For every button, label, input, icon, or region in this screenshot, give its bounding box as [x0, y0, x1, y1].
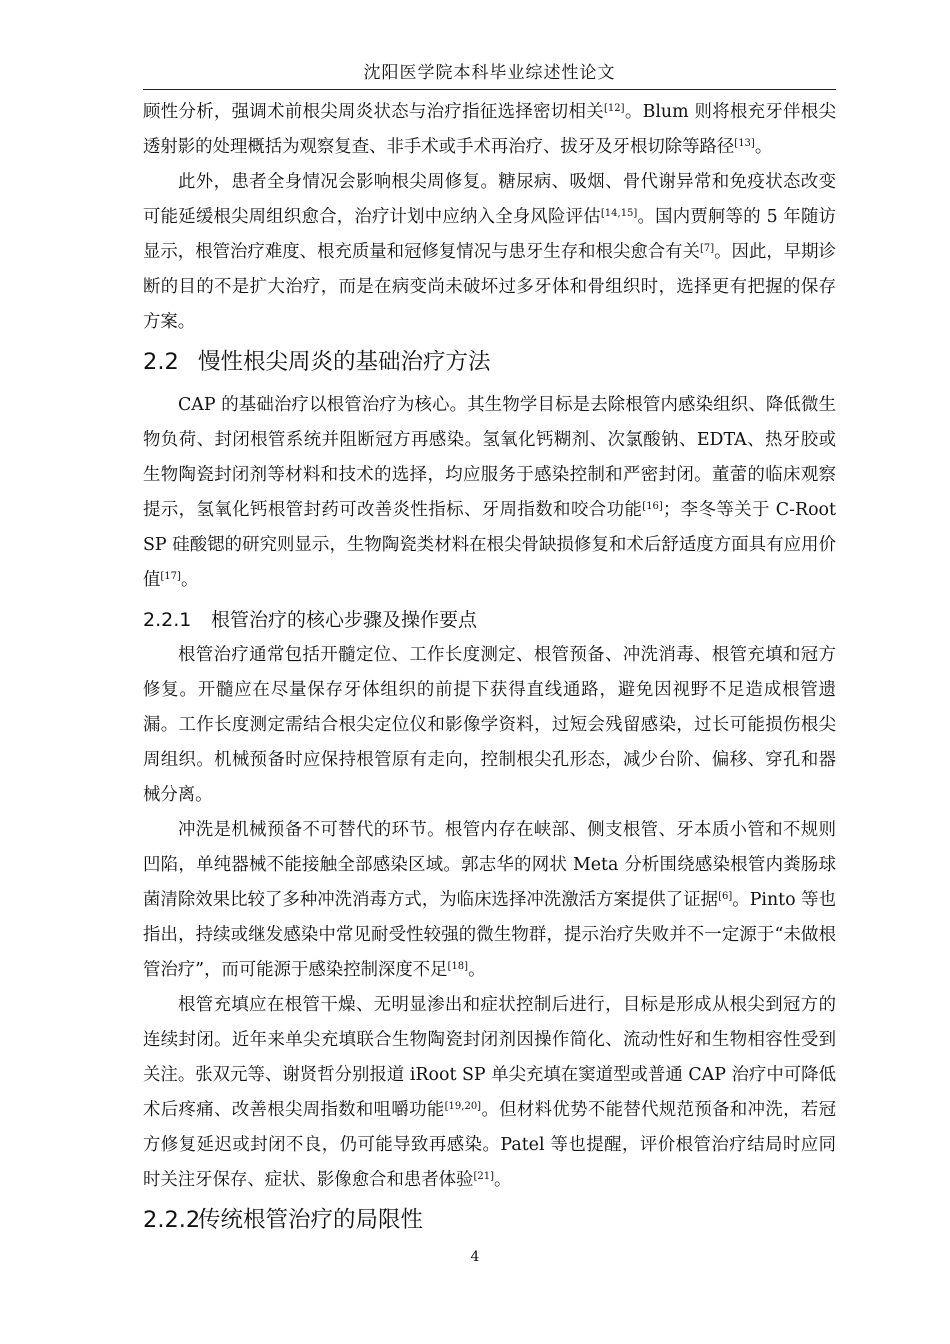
- paragraph-obturation: 根管充填应在根管干燥、无明显渗出和症状控制后进行，目标是形成从根尖到冠方的连续封闭。近年来单尖充填联合生物陶瓷封闭剂因操作简化、流动性好和生物相容性受到关注。张双元等、谢贤哲分别报道 iRoot SP 单尖充填在窦道型或普通 CAP 治疗中可降低术后疼痛、改善根尖周指数和咀嚼功能[19,20]。但材料优势不能替代规范预备和冲洗，若冠方修复延迟或封闭不良，仍可能导致再感染。Patel 等也提醒，评价根管治疗结局时应同时关注牙保存、症状、影像愈合和患者体验[21]。: [143, 995, 836, 1190]
- section-title: 传统根管治疗的局限性: [198, 1207, 424, 1233]
- section-title: 慢性根尖周炎的基础治疗方法: [198, 349, 491, 375]
- page-body: [143, 95, 836, 1246]
- citation: [6]: [718, 891, 733, 902]
- citation: [7]: [699, 243, 715, 254]
- citation: [14,15]: [600, 208, 638, 219]
- section-heading-2-2-2: [143, 1203, 836, 1237]
- paragraph-core-steps: 根管治疗通常包括开髓定位、工作长度测定、根管预备、冲洗消毒、根管充填和冠方修复。开髓应在尽量保存牙体组织的前提下获得直线通路，避免因视野不足造成根管遗漏。工作长度测定需结合根尖定位仪和影像学资料，过短会残留感染，过长可能损伤根尖周组织。机械预备时应保持根管原有走向，控制根尖孔形态，减少台阶、偏移、穿孔和器械分离。: [143, 645, 836, 805]
- page-number: 4: [470, 1249, 480, 1265]
- citation: [16]: [642, 501, 663, 512]
- running-header: 沈阳医学院本科毕业综述性论文: [143, 58, 836, 90]
- citation: [13]: [734, 138, 755, 149]
- section-heading-2-2-1: [143, 604, 836, 636]
- section-heading-2-2: [143, 345, 836, 379]
- section-number: 2.2: [143, 349, 179, 375]
- citation: [19,20]: [444, 1101, 482, 1112]
- citation: [12]: [603, 103, 625, 114]
- paragraph-systemic-factors: 此外，患者全身情况会影响根尖周修复。糖尿病、吸烟、骨代谢异常和免疫状态改变可能延缓根尖周组织愈合，治疗计划中应纳入全身风险评估[14,15]。国内贾舸等的 5 年随访显示，根管治疗难度、根充质量和冠修复情况与患牙生存和根尖愈合有关[7]。因此，早期诊断的目的不是扩大治疗，而是在病变尚未破坏过多牙体和骨组织时，选择更有把握的保存方案。: [143, 172, 836, 332]
- paragraph-retrospective-tail: 顾性分析，强调术前根尖周炎状态与治疗指征选择密切相关[12]。Blum 则将根充牙伴根尖透射影的处理概括为观察复查、非手术或手术再治疗、拔牙及牙根切除等路径[13]。: [143, 102, 836, 157]
- section-number: 2.2.2: [143, 1207, 201, 1233]
- paragraph-irrigation: 冲洗是机械预备不可替代的环节。根管内存在峡部、侧支根管、牙本质小管和不规则凹陷，单纯器械不能接触全部感染区域。郭志华的网状 Meta 分析围绕感染根管内粪肠球菌清除效果比较了多种冲洗消毒方式，为临床选择冲洗激活方案提供了证据[6]。Pinto 等也指出，持续或继发感染中常见耐受性较强的微生物群，提示治疗失败并不一定源于“未做根管治疗”，而可能源于感染控制深度不足[18]。: [143, 820, 836, 980]
- section-number: 2.2.1: [143, 609, 192, 631]
- section-title: 根管治疗的核心步骤及操作要点: [211, 609, 478, 631]
- citation: [17]: [160, 571, 181, 582]
- citation: [21]: [473, 1171, 494, 1182]
- citation: [18]: [447, 961, 469, 972]
- paragraph-basic-treatment: CAP 的基础治疗以根管治疗为核心。其生物学目标是去除根管内感染组织、降低微生物负荷、封闭根管系统并阻断冠方再感染。氢氧化钙糊剂、次氯酸钠、EDTA、热牙胶或生物陶瓷封闭剂等材料和技术的选择，均应服务于感染控制和严密封闭。董蕾的临床观察提示，氢氧化钙根管封药可改善炎性指标、牙周指数和咬合功能[16]；李冬等关于 C-Root SP 硅酸锶的研究则显示，生物陶瓷类材料在根尖骨缺损修复和术后舒适度方面具有应用价值[17]。: [143, 395, 836, 590]
